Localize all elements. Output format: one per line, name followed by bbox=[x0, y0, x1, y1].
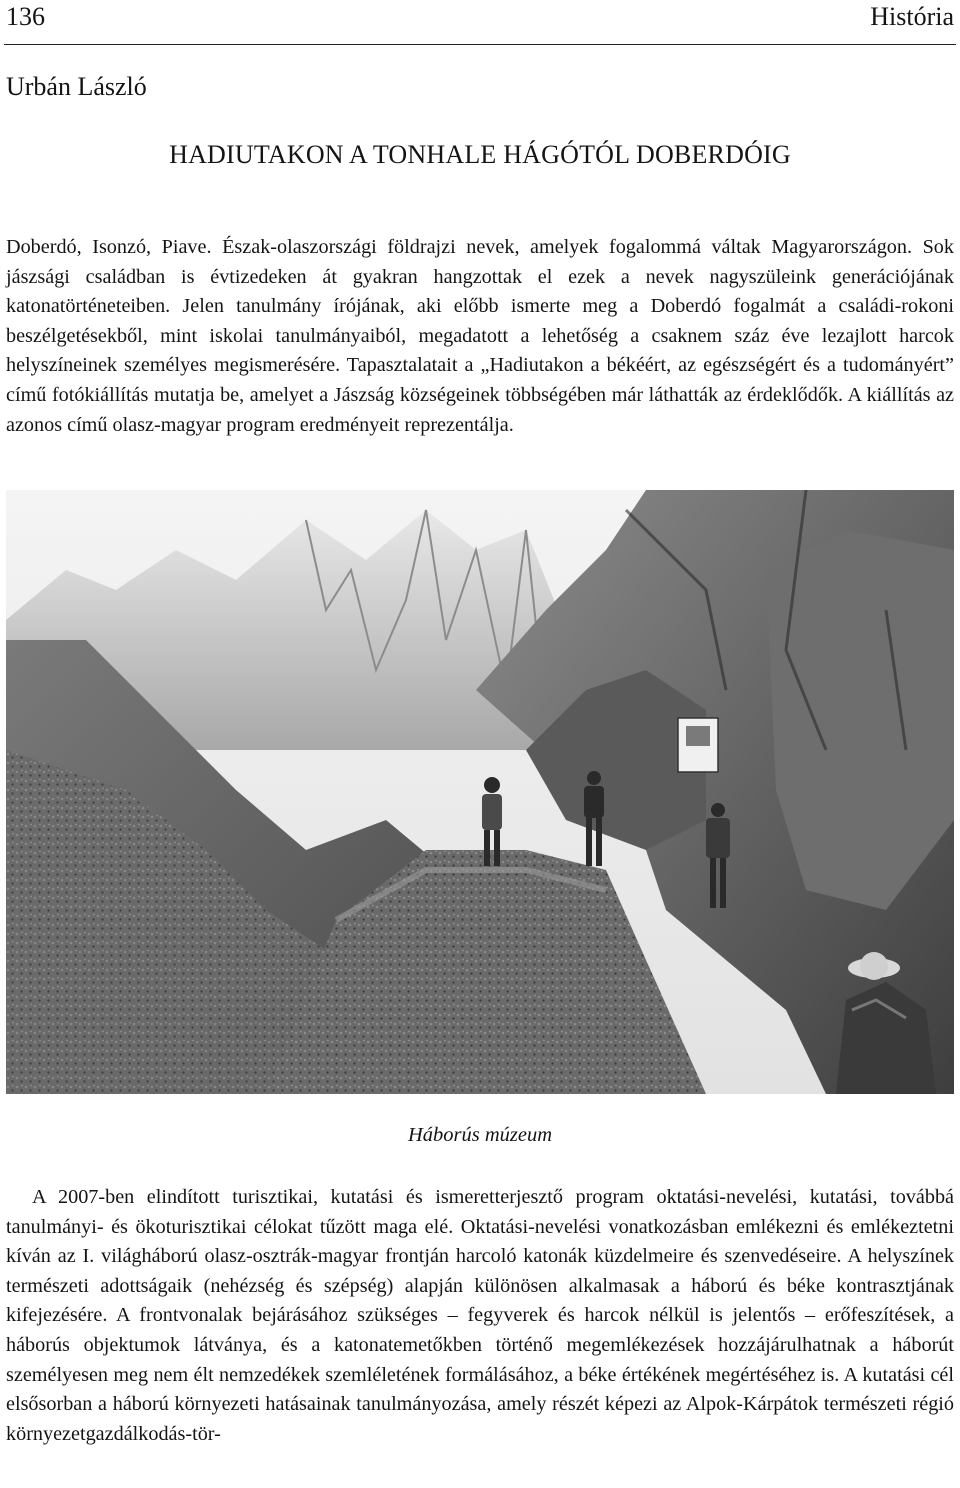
article-title: HADIUTAKON A TONHALE HÁGÓTÓL DOBERDÓIG bbox=[169, 140, 791, 169]
section-name: História bbox=[870, 2, 954, 31]
intro-paragraph: Doberdó, Isonzó, Piave. Észak-olaszországi földrajzi nevek, amelyek fogalommá váltak Magyarországon. Sok jászsági családban is évtizedeken át gyakran hangzottak el ezek a nevek nagyszüleink generációjának katonatörténeteiben. Jelen tanulmány írójának, aki előbb ismerte meg a Doberdó fogalmát a családi-rokoni beszélgetésekből, mint iskolai tanulmányaiból, megadatott a lehetőség a csaknem száz éve lezajlott harcok helyszíneinek személyes megismerésére. Tapasztalatait a „Hadiutakon a békéért, az egészségért és a tudományért” című fotókiállítás mutatja be, amelyet a Jászság községeinek többségében már láthatták az érdeklődők. A kiállítás az azonos című olasz-magyar program eredményeit reprezentálja. bbox=[6, 236, 954, 436]
page-number: 136 bbox=[6, 2, 45, 31]
mountain-photo bbox=[6, 490, 954, 1094]
photo-caption: Háborús múzeum bbox=[407, 1124, 553, 1146]
second-paragraph: A 2007-ben elindított turisztikai, kutatási és ismeretterjesztő program oktatási-nevelési, kutatási, továbbá tanulmányi- és ökoturisztikai célokat tűzött maga elé. Oktatási-nevelési vonatkozásban emlékezni és emlékeztetni kíván az I. világháború olasz-osztrák-magyar frontján harcoló katonák küzdelmeire és szenvedéseire. A helyszínek természeti adottságaik (nehézség és szépség) alapján különösen alkalmasak a háború és béke kontrasztjának kifejezésére. A frontvonalak bejárásához szükséges – fegyverek és harcok nélkül is jelentős – erőfeszítések, a háborús objektumok látványa, és a katonatemetőkben történő megemlékezések hozzájárulhatnak a háborút személyesen meg nem élt nemzedékek szemléletének formálásához, a béke értékének megértéséhez is. A kutatási cél elsősorban a háború környezeti hatásainak tanulmányozása, amely részét képezi az Alpok-Kárpátok természeti régió környezetgazdálkodás-tör- bbox=[6, 1186, 954, 1445]
header-rule bbox=[4, 44, 956, 45]
author-name: Urbán László bbox=[6, 72, 147, 101]
photo-drawing bbox=[6, 490, 954, 1094]
